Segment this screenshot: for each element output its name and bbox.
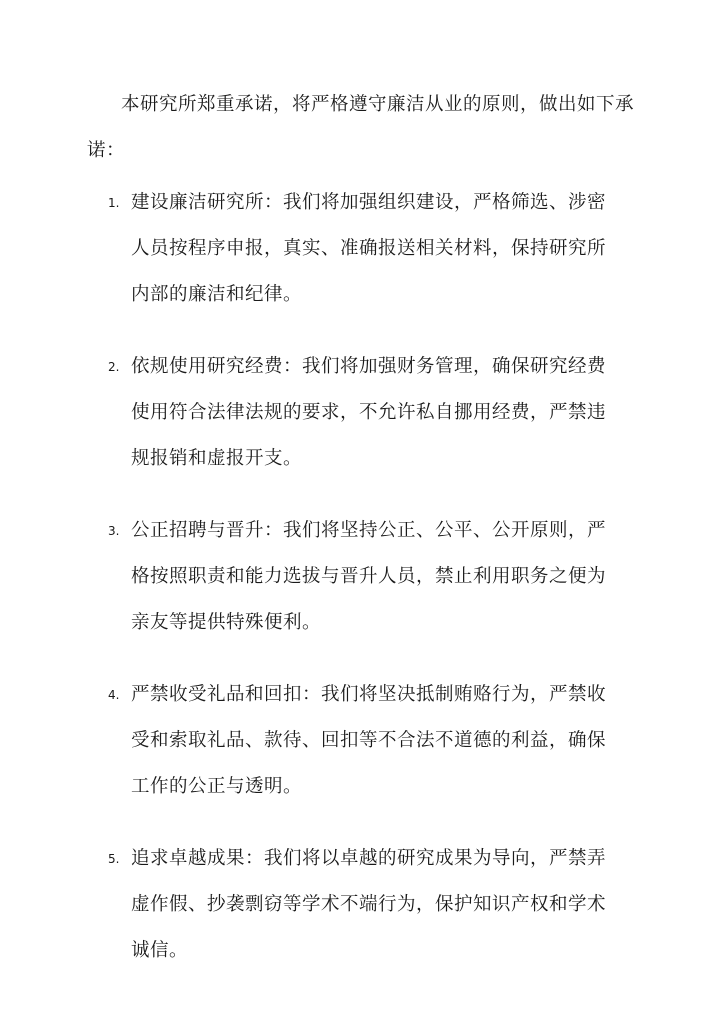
list-item-number: 5. — [108, 852, 120, 866]
list-item-number: 1. — [108, 196, 120, 210]
list-item-text: 依规使用研究经费：我们将加强财务管理，确保研究经费使用符合法律法规的要求，不允许私自挪用经费，严禁违规报销和虚报开支。 — [131, 356, 607, 469]
list-item-text: 建设廉洁研究所：我们将加强组织建设，严格筛选、涉密人员按程序申报，真实、准确报送相关材料，保持研究所内部的廉洁和纪律。 — [131, 192, 607, 305]
list-item-text: 公正招聘与晋升：我们将坚持公正、公平、公开原则，严格按照职责和能力选拔与晋升人员，禁止利用职务之便为亲友等提供特殊便利。 — [131, 520, 607, 633]
list-item — [0, 180, 720, 318]
list-item — [0, 672, 720, 810]
list-item-number: 4. — [108, 688, 120, 702]
list-item — [0, 344, 720, 482]
list-item-text: 追求卓越成果：我们将以卓越的研究成果为导向，严禁弄虚作假、抄袭剽窃等学术不端行为，保护知识产权和学术诚信。 — [131, 848, 607, 961]
commitment-list — [0, 180, 720, 1000]
list-item — [0, 508, 720, 646]
list-item-number: 3. — [108, 524, 120, 538]
list-item — [0, 836, 720, 974]
list-item-number: 2. — [108, 360, 120, 374]
intro-paragraph: 本研究所郑重承诺，将严格遵守廉洁从业的原则，做出如下承诺： — [87, 94, 635, 161]
list-item-text: 严禁收受礼品和回扣：我们将坚决抵制贿赂行为，严禁收受和索取礼品、款待、回扣等不合法不道德的利益，确保工作的公正与透明。 — [131, 684, 607, 797]
